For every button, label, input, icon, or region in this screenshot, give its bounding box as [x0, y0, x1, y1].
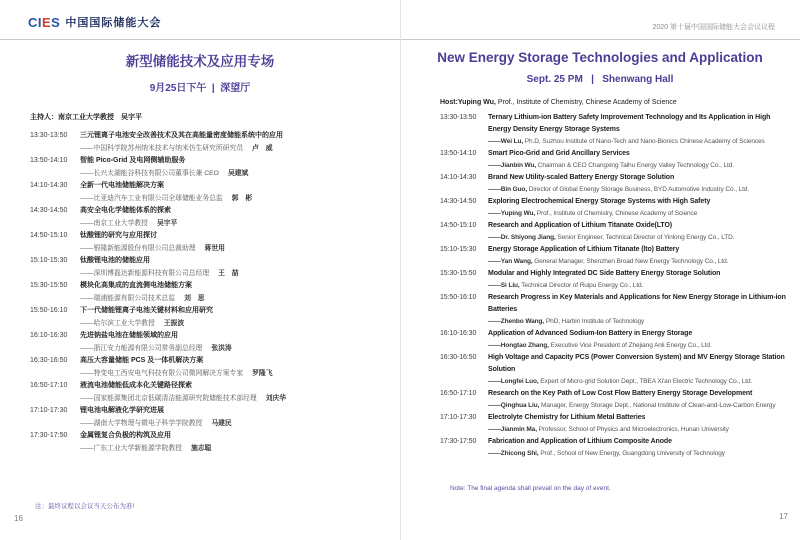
session-speaker — [488, 232, 786, 244]
agenda-item — [30, 430, 382, 455]
speaker-name: ——Bin Guo, — [488, 186, 528, 193]
agenda-item — [440, 388, 786, 412]
session-time: 16:10-16:30 — [440, 330, 477, 337]
agenda-item — [30, 405, 382, 430]
session-page-title-cn: 新型储能技术及应用专场 — [125, 54, 275, 69]
session-speaker — [80, 343, 382, 356]
speaker-name: 王 喆 — [218, 269, 239, 277]
session-speaker — [80, 193, 382, 206]
speaker-affiliation: Professor, School of Physics and Microelectronics, Hunan University — [536, 426, 729, 433]
agenda-item — [440, 412, 786, 436]
agenda-item — [30, 130, 382, 155]
session-speaker — [488, 208, 786, 220]
session-title: Modular and Highly Integrated DC Side Battery Energy Storage Solution — [488, 270, 721, 277]
session-speaker — [80, 443, 382, 456]
agenda-item — [30, 355, 382, 380]
speaker-name: 吴建斌 — [227, 169, 249, 177]
session-time: 14:30-14:50 — [30, 207, 68, 214]
session-speaker — [488, 316, 786, 328]
host-name: Host:Yuping Wu, — [440, 99, 496, 106]
session-speaker — [488, 448, 786, 460]
speaker-affiliation: ——长兴太湖能谷科技有限公司董事长兼 CEO — [80, 169, 219, 177]
speaker-name: ——Jianbin Wu, — [488, 162, 537, 169]
speaker-name: ——Zhenbo Wang, — [488, 318, 545, 325]
agenda-item — [30, 230, 382, 255]
speaker-name: ——Si Liu, — [488, 282, 520, 289]
session-title: 高安全电化学储能体系的探索 — [80, 207, 171, 214]
session-speaker — [488, 280, 786, 292]
session-time: 13:50-14:10 — [30, 157, 68, 164]
session-speaker — [80, 168, 382, 181]
speaker-name: ——Qinghua Liu, — [488, 402, 540, 409]
agenda-item — [440, 436, 786, 460]
agenda-item — [440, 244, 786, 268]
speaker-name: ——Jianmin Ma, — [488, 426, 537, 433]
speaker-affiliation: ——深圳博磊达新能源科技有限公司总经理 — [80, 269, 210, 277]
speaker-name: ——Yuping Wu, — [488, 210, 536, 217]
session-time: 14:10-14:30 — [440, 174, 477, 181]
speaker-affiliation: ——哈尔滨工业大学教授 — [80, 319, 155, 327]
session-speaker — [80, 218, 382, 231]
speaker-affiliation: Prof., Institute of Chemistry, Chinese Academy of Science — [535, 210, 698, 217]
host-affiliation: Prof., Institute of Chemistry, Chinese Academy of Science — [495, 99, 677, 106]
speaker-name: 张洪涛 — [211, 344, 232, 352]
session-speaker — [80, 318, 382, 331]
session-title: 钛酸锂电池的储能应用 — [80, 257, 150, 264]
session-speaker — [80, 418, 382, 431]
session-time: 17:10-17:30 — [440, 414, 477, 421]
session-time: 14:10-14:30 — [30, 182, 68, 189]
speaker-name: ——Yan Wang, — [488, 258, 533, 265]
session-speaker — [80, 143, 382, 156]
agenda-item — [30, 155, 382, 180]
speaker-affiliation: PhD, Harbin Institute of Technology — [544, 318, 645, 325]
agenda-item — [440, 220, 786, 244]
session-speaker — [80, 393, 382, 406]
session-title: Brand New Utility-scaled Battery Energy Storage Solution — [488, 174, 675, 181]
session-time: 15:10-15:30 — [440, 246, 477, 253]
speaker-name: 蒋世用 — [204, 244, 225, 252]
session-time: 15:30-15:50 — [30, 282, 68, 289]
agenda-item — [30, 180, 382, 205]
host-line-cn: 主持人：南京工业大学教授 吴宇平 — [30, 114, 142, 121]
session-title: Exploring Electrochemical Energy Storage Systems with High Safety — [488, 198, 711, 205]
page-number-right: 17 — [779, 512, 788, 521]
speaker-affiliation: ——国家能源集团北京低碳清洁能源研究院储能技术部经理 — [80, 394, 257, 402]
session-title: 三元锂离子电池安全改善技术及其在高能量密度储能系统中的应用 — [80, 132, 283, 139]
session-title: Research on the Key Path of Low Cost Flow Battery Energy Storage Development — [488, 390, 753, 397]
speaker-affiliation: Chairman & CEO Changxing Taihu Energy Valley Technology Co., Ltd. — [536, 162, 734, 169]
session-time: 15:10-15:30 — [30, 257, 68, 264]
edition-note: 2020 第十届中国国际储能大会会议议程 — [652, 24, 775, 31]
speaker-affiliation: Senior Engineer, Technical Director of Yinlong Energy Co., LTD. — [555, 234, 735, 241]
speaker-name: 马建民 — [211, 419, 232, 427]
session-time: 15:50-16:10 — [440, 294, 477, 301]
session-title: Electrolyte Chemistry for Lithium Metal Batteries — [488, 414, 646, 421]
session-title: 液流电池储能低成本化关键路径探索 — [80, 382, 192, 389]
session-datetime-en: Sept. 25 PM | Shenwang Hall — [526, 74, 674, 85]
session-speaker — [80, 368, 382, 381]
speaker-affiliation: General Manager, Shenzhen Broad New Energy Technology Co., Ltd. — [532, 258, 729, 265]
agenda-item — [30, 280, 382, 305]
session-speaker — [488, 424, 786, 436]
speaker-name: 施志聪 — [190, 444, 212, 452]
session-title: 下一代储能锂离子电池关键材料和应用研究 — [80, 307, 213, 314]
speaker-affiliation: Manager, Energy Storage Dept., National Institute of Clean-and-Low-Carbon Energy — [539, 402, 776, 409]
footer-note-cn: 注：最终议程以会议当天公布为准! — [35, 503, 135, 510]
session-time: 16:30-16:50 — [30, 357, 68, 364]
agenda-list-cn — [30, 130, 382, 455]
session-time: 14:50-15:10 — [440, 222, 477, 229]
session-time: 17:10-17:30 — [30, 407, 68, 414]
session-time: 16:50-17:10 — [440, 390, 477, 397]
session-title: 模块化高集成的直流侧电池储能方案 — [80, 282, 192, 289]
agenda-item — [30, 305, 382, 330]
session-speaker — [488, 160, 786, 172]
speaker-affiliation: Technical Director of Ruipu Energy Co., Ltd. — [519, 282, 644, 289]
cies-logo-icon: CIES — [28, 14, 61, 30]
session-title: 金属锂复合负极的构筑及应用 — [80, 432, 171, 439]
session-title: 高压大容量储能 PCS 及一体机解决方案 — [80, 357, 204, 364]
agenda-item — [440, 112, 786, 148]
agenda-item — [440, 292, 786, 328]
agenda-item — [30, 255, 382, 280]
session-time: 16:50-17:10 — [30, 382, 68, 389]
speaker-name: 王振波 — [163, 319, 185, 327]
speaker-affiliation: Prof., School of New Energy, Guangdong University of Technology — [538, 450, 725, 457]
agenda-item — [440, 148, 786, 172]
session-title: Energy Storage Application of Lithium Titanate (lto) Battery — [488, 246, 680, 253]
session-title: Research Progress in Key Materials and Applications for New Energy Storage in Lithium-ion Batteries — [488, 294, 786, 313]
right-page-english — [400, 0, 800, 540]
session-speaker — [488, 256, 786, 268]
session-time: 15:50-16:10 — [30, 307, 68, 314]
session-time: 13:30-13:50 — [30, 132, 68, 139]
session-speaker — [488, 376, 786, 388]
session-speaker — [80, 293, 382, 306]
speaker-affiliation: Expert of Micro-grid Solution Dept., TBEA Xi'an Electric Technology Co., Ltd. — [538, 378, 753, 385]
session-title: 智能 Pico-Grid 及电网侧辅助服务 — [80, 157, 186, 164]
session-time: 14:30-14:50 — [440, 198, 477, 205]
session-speaker — [488, 136, 786, 148]
host-line-en — [440, 99, 800, 106]
agenda-item — [440, 268, 786, 292]
session-time: 15:30-15:50 — [440, 270, 477, 277]
session-title: Fabrication and Application of Lithium Composite Anode — [488, 438, 672, 445]
session-time: 14:50-15:10 — [30, 232, 68, 239]
session-speaker — [488, 184, 786, 196]
footer-note-en: Note: The final agenda shall prevail on the day of event. — [450, 485, 611, 492]
speaker-affiliation: ——瑞浦能源有限公司技术总监 — [80, 294, 176, 302]
session-time: 16:30-16:50 — [440, 354, 477, 361]
session-time: 17:30-17:50 — [440, 438, 477, 445]
session-datetime-cn: 9月25日下午 | 深望厅 — [149, 83, 251, 94]
speaker-name: ——Zhicong Shi, — [488, 450, 539, 457]
speaker-affiliation: ——银隆新能源股份有限公司总裁助理 — [80, 244, 196, 252]
speaker-affiliation: ——南京工业大学教授 — [80, 219, 148, 227]
agenda-item — [440, 196, 786, 220]
speaker-affiliation: ——特变电工西安电气科技有限公司微网解决方案专家 — [80, 369, 244, 377]
speaker-name: 吴宇平 — [156, 219, 178, 227]
speaker-name: ——Wei Lu, — [488, 138, 524, 145]
speaker-affiliation: ——广东工业大学新能源学院教授 — [80, 444, 182, 452]
speaker-name: ——Longfei Luo, — [488, 378, 539, 385]
speaker-name: 郭 彬 — [231, 194, 253, 202]
agenda-item — [30, 380, 382, 405]
logo-text: 中国国际储能大会 — [65, 17, 162, 29]
session-title: Research and Application of Lithium Titanate Oxide(LTO) — [488, 222, 673, 229]
speaker-name: 刘庆华 — [265, 394, 287, 402]
speaker-affiliation: ——中国科学院苏州纳米技术与纳米仿生研究所研究员 — [80, 144, 244, 152]
speaker-affiliation: ——湖南大学物理与微电子科学学院教授 — [80, 419, 203, 427]
speaker-affiliation: Executive Vice President of Zhejiang Anli Energy Co., Ltd. — [548, 342, 712, 349]
speaker-affiliation: ——比亚迪汽车工业有限公司全球储能业务总监 — [80, 194, 223, 202]
session-speaker — [80, 268, 382, 281]
session-speaker — [488, 400, 786, 412]
session-time: 13:50-14:10 — [440, 150, 477, 157]
session-speaker — [80, 243, 382, 256]
speaker-affiliation: Director of Global Energy Storage Business, BYD Automotive Industry Co., Ltd. — [527, 186, 750, 193]
speaker-name: 卢 威 — [252, 144, 273, 152]
session-title: 全新一代电池储能解决方案 — [80, 182, 164, 189]
agenda-item — [440, 352, 786, 388]
session-page-title-en: New Energy Storage Technologies and Application — [437, 50, 763, 65]
agenda-item — [440, 328, 786, 352]
page-number-left: 16 — [14, 514, 23, 523]
session-time: 13:30-13:50 — [440, 114, 477, 121]
session-speaker — [488, 340, 786, 352]
session-title: Ternary Lithium-ion Battery Safety Improvement Technology and Its Application in High Energy Density Energy Storage Systems — [488, 114, 771, 133]
speaker-name: 罗隆飞 — [252, 369, 273, 377]
speaker-name: ——Dr. Shiyong Jiang, — [488, 234, 556, 241]
agenda-item — [440, 172, 786, 196]
speaker-affiliation: ——浙江安力能源有限公司常务副总经理 — [80, 344, 203, 352]
session-title: Smart Pico-Grid and Grid Ancillary Services — [488, 150, 630, 157]
session-title: 钛酸锂的研究与应用探讨 — [80, 232, 157, 239]
session-title: 先进钠盐电池在储能领域的应用 — [80, 332, 178, 339]
session-time: 16:10-16:30 — [30, 332, 68, 339]
session-time: 17:30-17:50 — [30, 432, 68, 439]
agenda-item — [30, 330, 382, 355]
agenda-item — [30, 205, 382, 230]
speaker-name: ——Hongtao Zhang, — [488, 342, 549, 349]
speaker-affiliation: Ph.D, Suzhou Institute of Nano-Tech and Nano-Bionics Chinese Academy of Sciences — [523, 138, 765, 145]
session-title: High Voltage and Capacity PCS (Power Conversion System) and MV Energy Storage Station Solution — [488, 354, 785, 373]
speaker-name: 刘 思 — [184, 294, 205, 302]
agenda-list-en — [440, 112, 786, 460]
session-title: 锂电池电解液化学研究进展 — [80, 407, 164, 414]
session-title: Application of Advanced Sodium-Ion Battery in Energy Storage — [488, 330, 693, 337]
